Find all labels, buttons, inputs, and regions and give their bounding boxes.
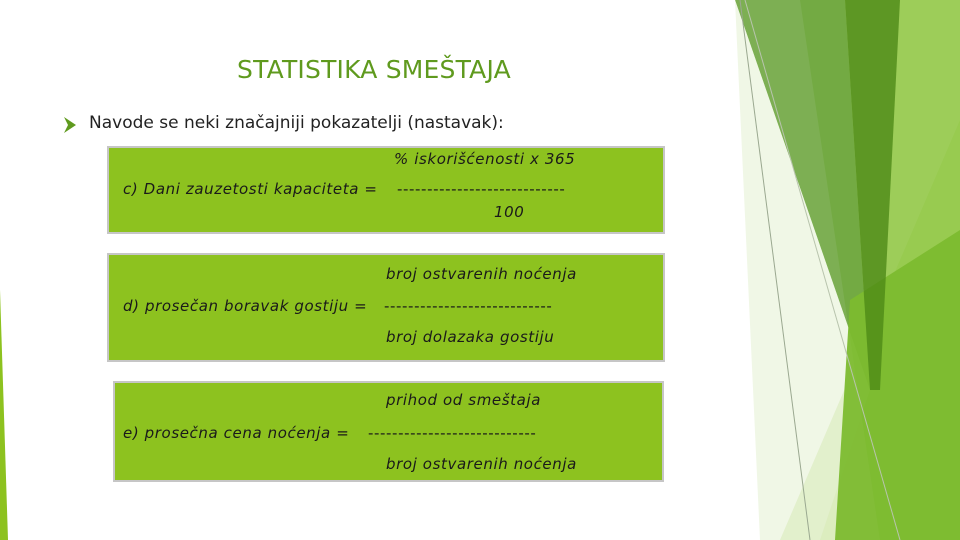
slide-title: STATISTIKA SMEŠTAJA: [237, 55, 511, 84]
formula-e-label: e) prosečna cena noćenja =: [123, 424, 350, 442]
formula-d-label: d) prosečan boravak gostiju =: [123, 297, 368, 315]
formula-e-numerator: prihod od smeštaja: [386, 391, 541, 409]
formula-c-fraction-line: ----------------------------: [397, 180, 566, 198]
formula-e-denominator: broj ostvarenih noćenja: [386, 455, 577, 473]
formula-d-fraction-line: ----------------------------: [384, 297, 553, 315]
formula-d-denominator: broj dolazaka gostiju: [386, 328, 555, 346]
bullet-text: Navode se neki značajniji pokazatelji (nastavak):: [89, 113, 504, 133]
formula-d-numerator: broj ostvarenih noćenja: [386, 265, 577, 283]
formula-c-numerator: % iskorišćenosti x 365: [394, 150, 576, 168]
green-diamond-arrow-icon: [62, 115, 78, 135]
formula-e-fraction-line: ----------------------------: [368, 424, 537, 442]
formula-c-denominator: 100: [494, 203, 525, 221]
formula-c-label: c) Dani zauzetosti kapaciteta =: [123, 180, 378, 198]
facet-left-edge: [0, 290, 8, 540]
